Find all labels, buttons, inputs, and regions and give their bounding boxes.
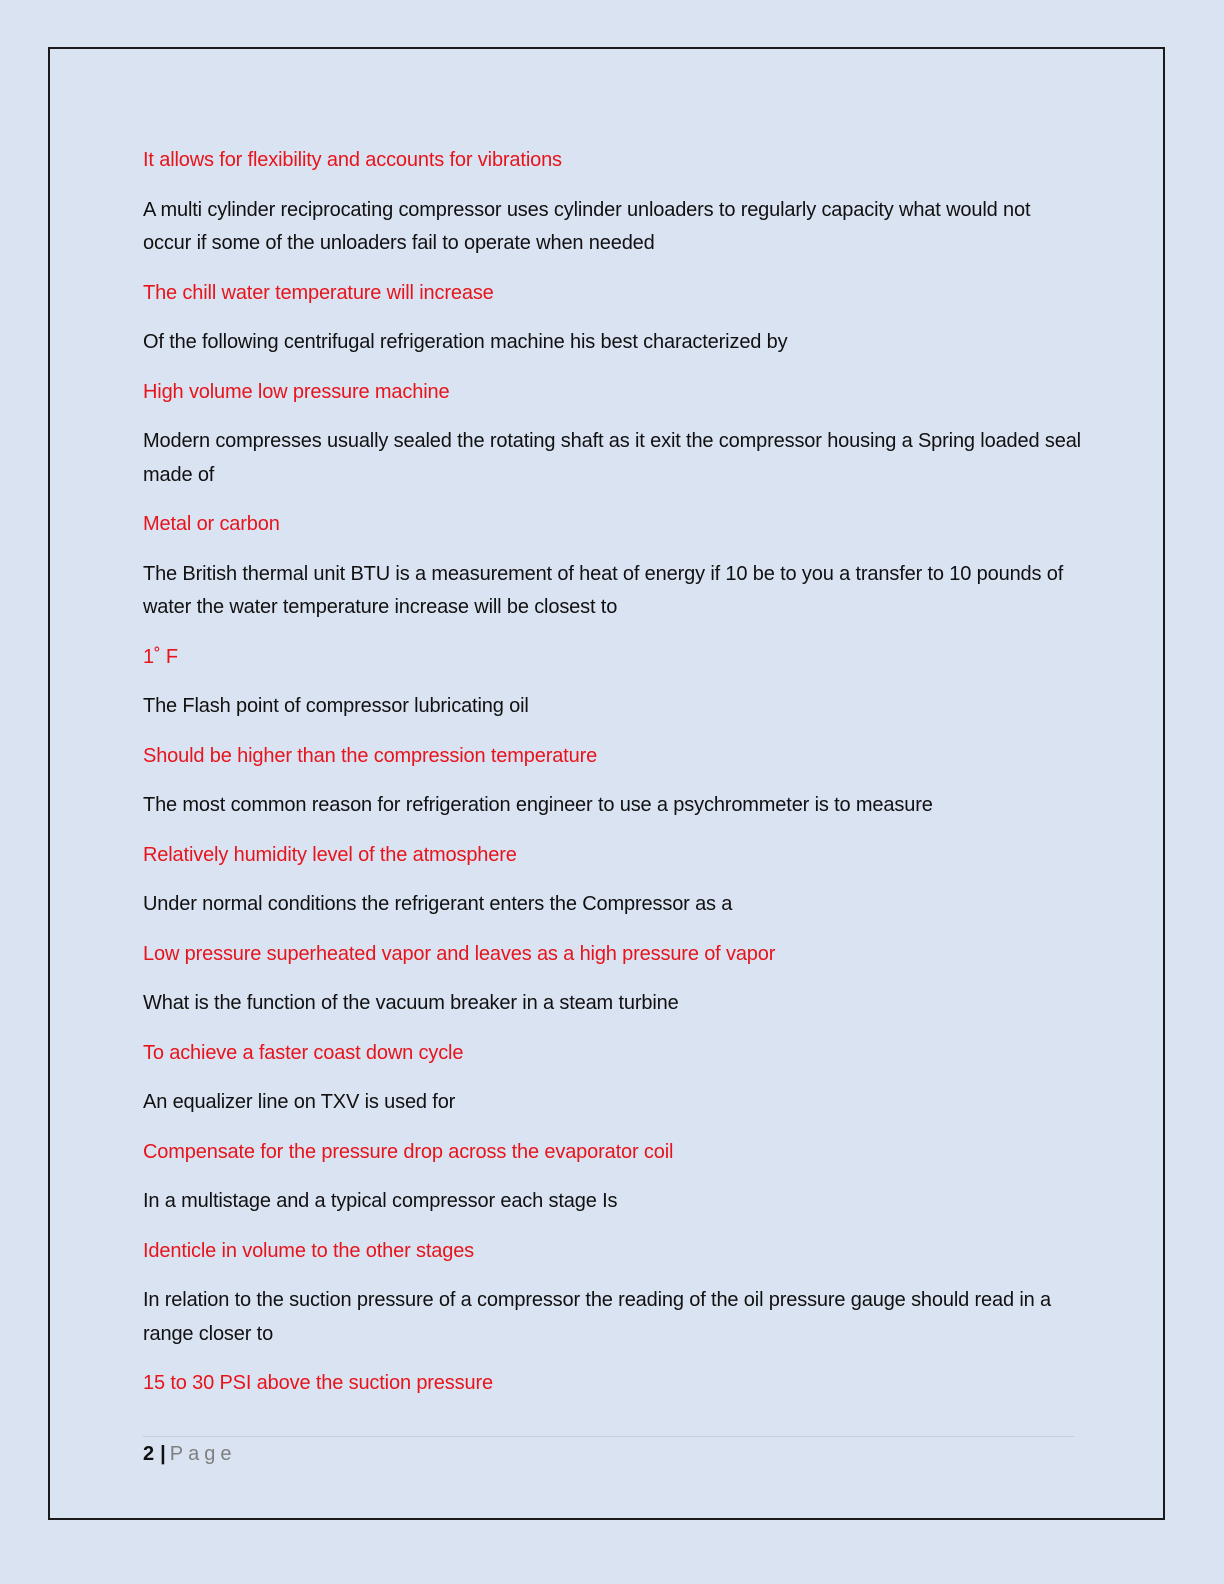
footer-divider [143,1436,1074,1437]
answer-text: Should be higher than the compression temperature [143,744,598,767]
question-text: In relation to the suction pressure of a compressor the reading of the oil pressure gauge should read in a range closer to [143,1289,1051,1345]
answer-text: Relatively humidity level of the atmosphere [143,843,517,866]
answer-text: Low pressure superheated vapor and leaves as a high pressure of vapor [143,942,776,965]
answer-text: Identicle in volume to the other stages [143,1239,475,1262]
answer-text: 15 to 30 PSI above the suction pressure [143,1372,493,1394]
question-text: The British thermal unit BTU is a measurement of heat of energy if 10 be to you a transfer to 10 pounds of water the water temperature increase will be closest to [143,562,1064,618]
page-footer [143,1440,236,1468]
question-text: An equalizer line on TXV is used for [143,1091,456,1113]
answer-text: To achieve a faster coast down cycle [143,1041,464,1064]
page-label: Page [169,1443,237,1465]
question-text: Under normal conditions the refrigerant enters the Compressor as a [143,893,733,915]
question-text: What is the function of the vacuum breaker in a steam turbine [143,992,679,1014]
question-text: Modern compresses usually sealed the rotating shaft as it exit the compressor housing a Spring loaded seal made of [143,430,1081,486]
document-body [143,144,1083,1417]
answer-text: Compensate for the pressure drop across the evaporator coil [143,1140,674,1163]
page-number: 2 [143,1443,155,1465]
footer-separator: | [160,1443,166,1465]
answer-text: It allows for flexibility and accounts for vibrations [143,149,562,171]
question-text: The most common reason for refrigeration engineer to use a psychrommeter is to measure [143,794,933,816]
question-text: Of the following centrifugal refrigeration machine his best characterized by [143,331,788,353]
question-text: A multi cylinder reciprocating compressor uses cylinder unloaders to regularly capacity what would not occur if some of the unloaders fail to operate when needed [143,198,1031,254]
answer-text: Metal or carbon [143,513,280,535]
question-text: The Flash point of compressor lubricating oil [143,695,529,717]
answer-text: The chill water temperature will increase [143,281,494,304]
question-text: In a multistage and a typical compressor each stage Is [143,1190,618,1212]
answer-text: High volume low pressure machine [143,380,450,403]
answer-text: 1˚ F [143,645,178,668]
